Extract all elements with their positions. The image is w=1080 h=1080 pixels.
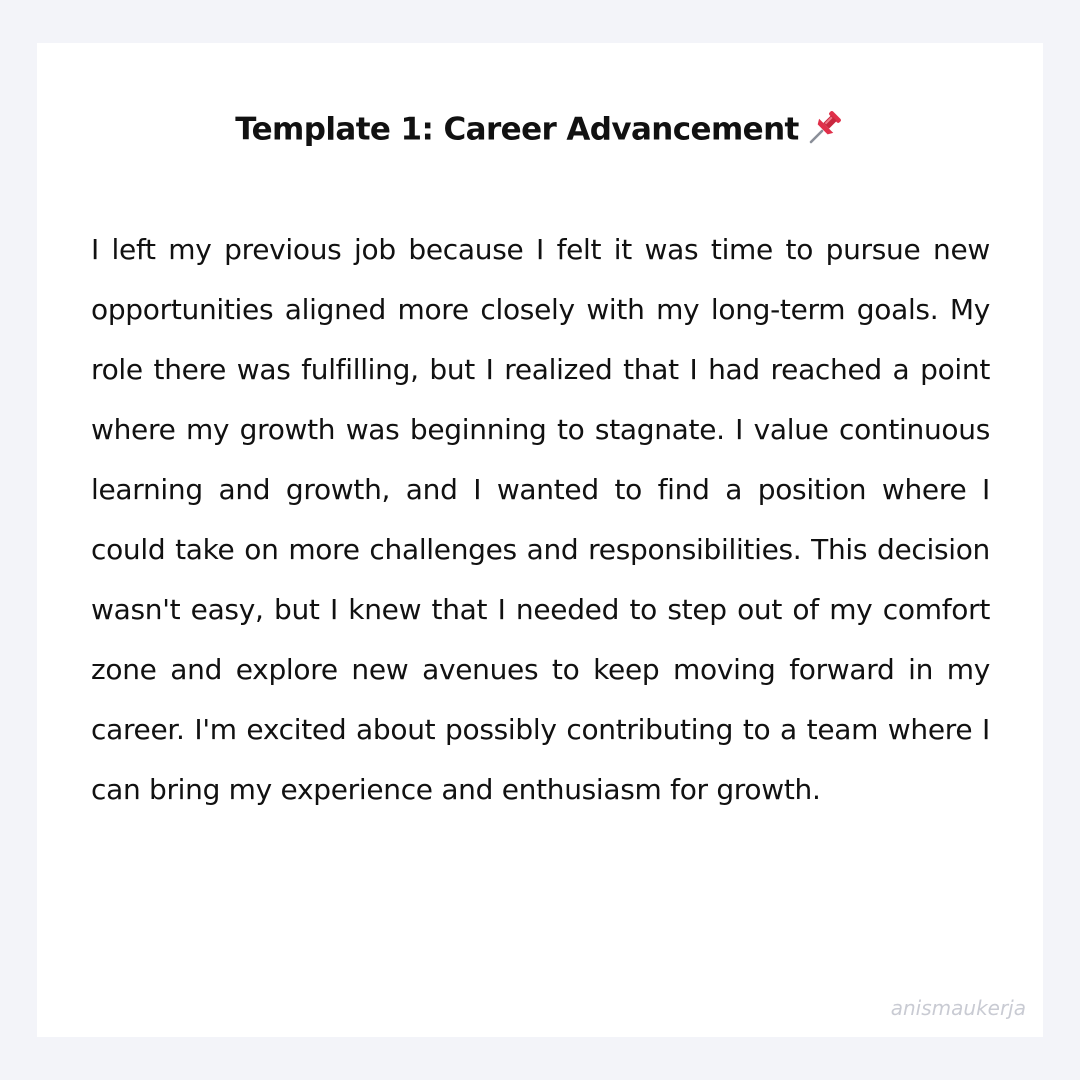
watermark: anismaukerja: [890, 996, 1026, 1020]
pushpin-icon: [805, 107, 845, 147]
title-text: Template 1: Career Advancement: [235, 111, 799, 148]
page-title: [0, 106, 1080, 152]
body-paragraph: I left my previous job because I felt it was time to pursue new opportunities aligned more closely with my long-term goals. My role there was fulfilling, but I realized that I had reached a point where my growth was beginning to stagnate. I value continuous learning and growth, and I wanted to find a position where I could take on more challenges and responsibilities. This decision wasn't easy, but I knew that I needed to step out of my comfort zone and explore new avenues to keep moving forward in my career. I'm excited about possibly contributing to a team where I can bring my experience and enthusiasm for growth.: [91, 233, 990, 806]
